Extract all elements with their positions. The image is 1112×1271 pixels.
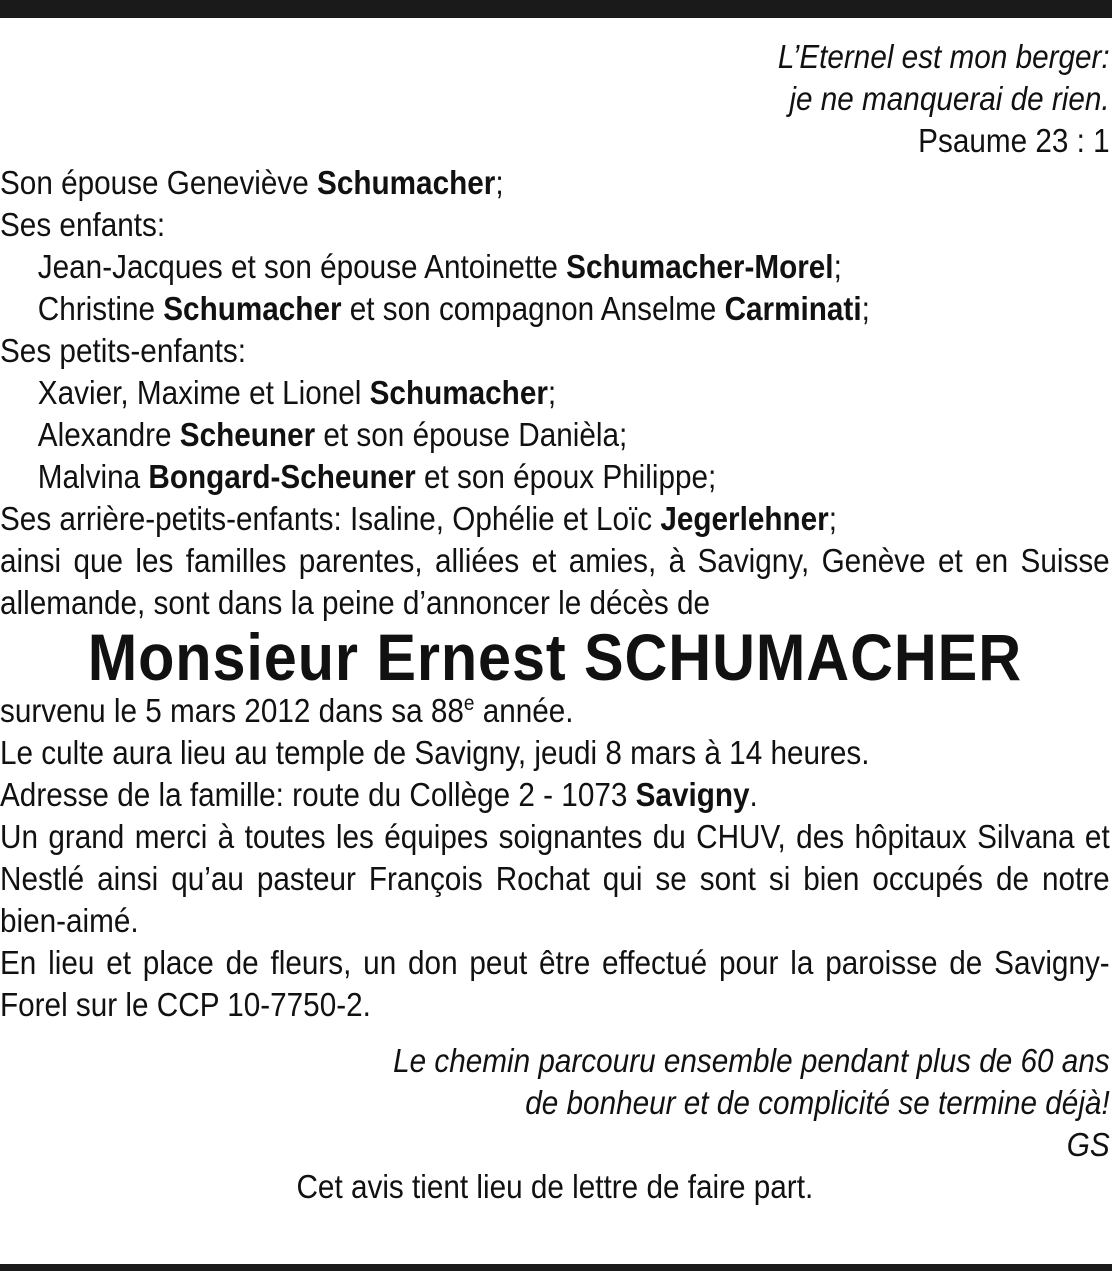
deceased-name: Monsieur Ernest SCHUMACHER (87, 620, 1022, 694)
notice-line: Cet avis tient lieu de lettre de faire part. (296, 1168, 814, 1205)
spouse-line: Son épouse Geneviève Schumacher; (0, 164, 504, 201)
children-heading: Ses enfants: (0, 206, 166, 243)
child-line-1: Jean-Jacques et son épouse Antoinette Schumacher-Morel; (37, 248, 842, 285)
bottom-rule (0, 1264, 1112, 1271)
great-grandchildren-line: Ses arrière-petits-enfants: Isaline, Ophélie et Loïc Jegerlehner; (0, 500, 837, 537)
grandchild-line-2: Alexandre Scheuner et son épouse Danièla; (37, 416, 628, 453)
service-line: Le culte aura lieu au temple de Savigny, jeudi 8 mars à 14 heures. (0, 734, 870, 771)
signature-initials: GS (1066, 1126, 1110, 1163)
child-line-2: Christine Schumacher et son compagnon Anselme Carminati; (37, 290, 870, 327)
epigraph-line-2: je ne manquerai de rien. (789, 80, 1110, 117)
donation-paragraph: En lieu et place de fleurs, un don peut être effectué pour la paroisse de Savigny-Forel sur le CCP 10-7750-2. (0, 944, 1110, 1023)
thanks-paragraph: Un grand merci à toutes les équipes soignantes du CHUV, des hôpitaux Silvana et Nestlé ainsi qu’au pasteur François Rochat qui se sont si bien occupés de notre bien-aimé. (0, 818, 1110, 939)
grandchild-line-3: Malvina Bongard-Scheuner et son époux Philippe; (37, 458, 717, 495)
epigraph-line-1: L’Eternel est mon berger: (777, 38, 1110, 75)
address-line: Adresse de la famille: route du Collège 2 - 1073 Savigny. (0, 776, 758, 813)
top-rule (0, 0, 1112, 18)
obituary-notice (0, 36, 1110, 1208)
grandchild-line-1: Xavier, Maxime et Lionel Schumacher; (37, 374, 557, 411)
announcement-text: ainsi que les familles parentes, alliées et amies, à Savigny, Genève et en Suisse allemande, sont dans la peine d’annoncer le décès de (0, 542, 1110, 621)
epigraph-reference: Psaume 23 : 1 (918, 122, 1110, 159)
death-date-line: survenu le 5 mars 2012 dans sa 88e année. (0, 692, 574, 729)
closing-line-1: Le chemin parcouru ensemble pendant plus de 60 ans (393, 1042, 1110, 1079)
grandchildren-heading: Ses petits-enfants: (0, 332, 246, 369)
closing-line-2: de bonheur et de complicité se termine déjà! (525, 1084, 1110, 1121)
